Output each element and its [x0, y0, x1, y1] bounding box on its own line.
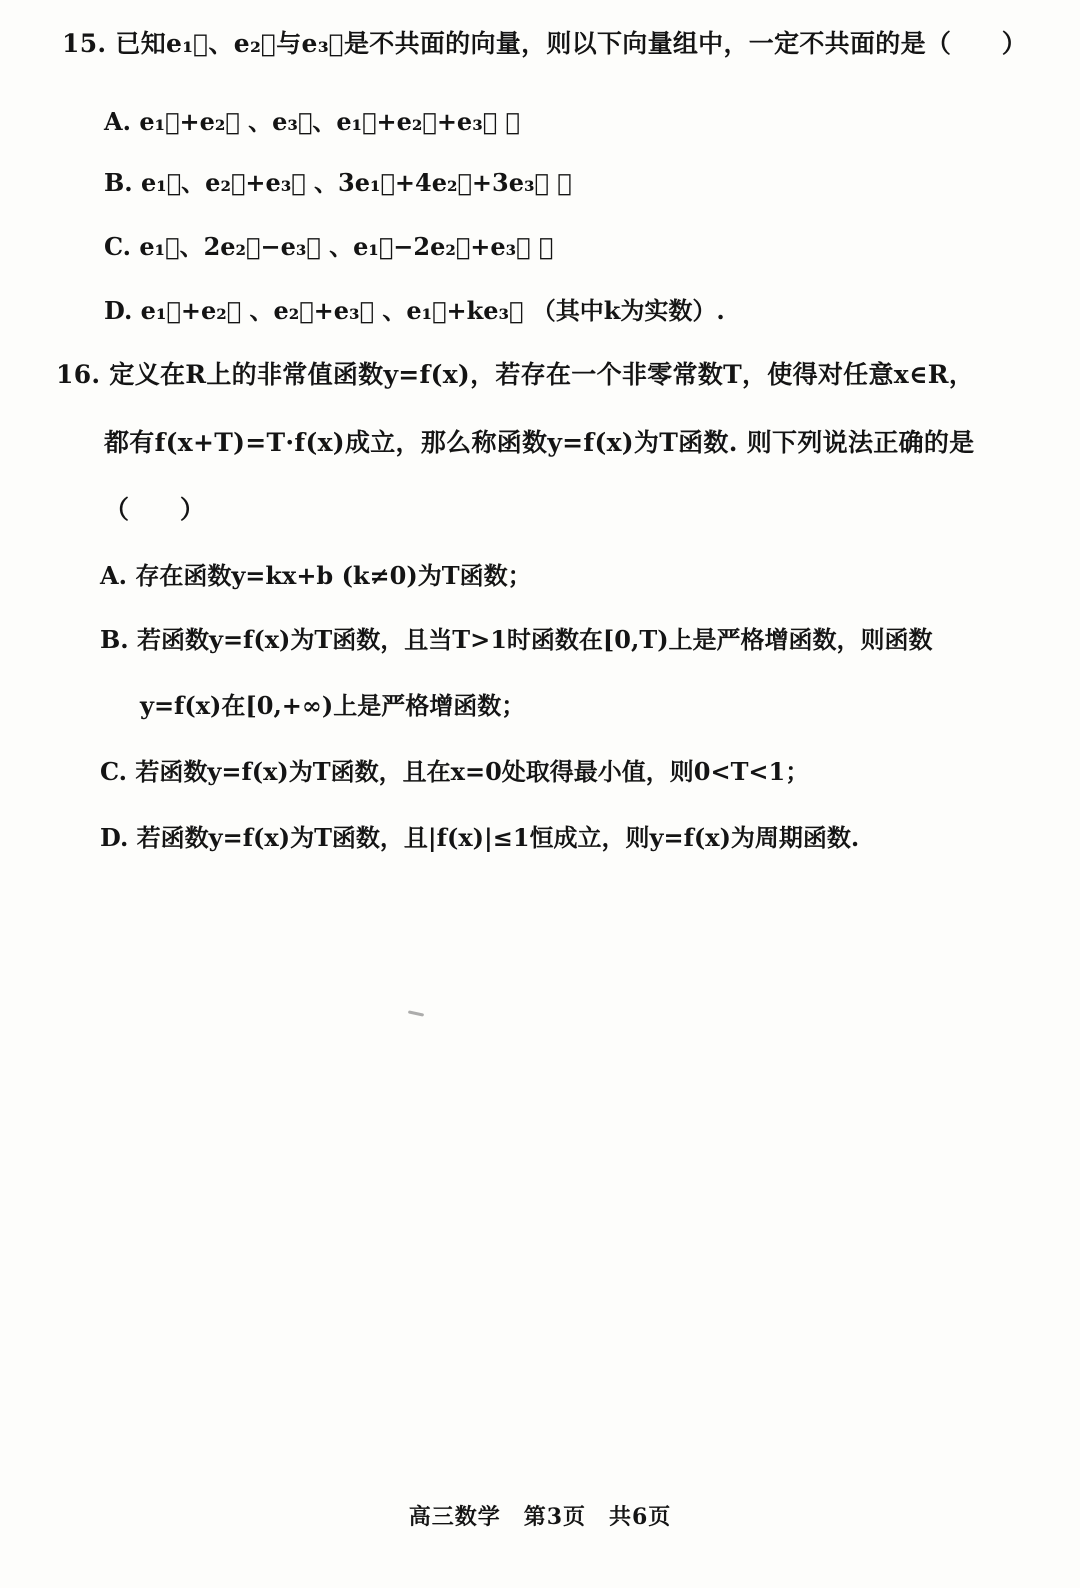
question-15-option-a: A. e₁⃗+e₂⃗ 、e₃⃗、e₁⃗+e₂⃗+e₃⃗ ；	[104, 107, 520, 136]
question-15-option-c: C. e₁⃗、2e₂⃗−e₃⃗ 、e₁⃗−2e₂⃗+e₃⃗ ；	[104, 232, 554, 261]
question-15-option-d: D. e₁⃗+e₂⃗ 、e₂⃗+e₃⃗ 、e₁⃗+ke₃⃗ （其中k为实数）.	[104, 296, 725, 325]
question-15-stem: 15. 已知e₁⃗、e₂⃗与e₃⃗是不共面的向量，则以下向量组中，一定不共面的是（ ）	[62, 29, 1028, 58]
question-15-option-b: B. e₁⃗、e₂⃗+e₃⃗ 、3e₁⃗+4e₂⃗+3e₃⃗ ；	[104, 168, 572, 197]
question-16-option-c: C. 若函数y=f(x)为T函数，且在x=0处取得最小值，则0<T<1；	[100, 757, 810, 786]
question-16-stem-line-2: 都有f(x+T)=T·f(x)成立，那么称函数y=f(x)为T函数. 则下列说法正确的是	[104, 428, 975, 457]
question-16-option-d: D. 若函数y=f(x)为T函数，且|f(x)|≤1恒成立，则y=f(x)为周期函数.	[100, 823, 860, 852]
question-16-option-a: A. 存在函数y=kx+b (k≠0)为T函数；	[100, 561, 532, 590]
ink-smudge	[408, 1010, 424, 1016]
question-16-option-b: B. 若函数y=f(x)为T函数，且当T>1时函数在[0,T)上是严格增函数，则函数	[100, 625, 933, 654]
question-16-stem-line-1: 16. 定义在R上的非常值函数y=f(x)，若存在一个非零常数T，使得对任意x∈R，	[56, 360, 975, 389]
question-16-answer-bracket: （ ）	[104, 495, 206, 524]
question-16-option-b-continued: y=f(x)在[0,+∞)上是严格增函数；	[140, 691, 526, 720]
page-footer: 高三数学 第3页 共6页	[408, 1504, 672, 1530]
